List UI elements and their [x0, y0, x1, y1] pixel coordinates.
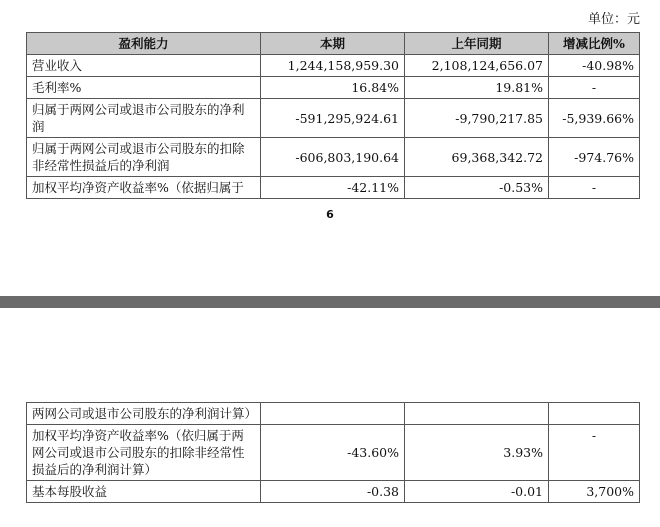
header-change-percent: 增减比例%	[549, 33, 640, 55]
table-row	[27, 138, 640, 177]
row-label: 基本每股收益	[27, 481, 261, 503]
table-row	[27, 425, 640, 481]
change-value: -	[549, 77, 640, 99]
table-row	[27, 99, 640, 138]
header-current-period: 本期	[261, 33, 405, 55]
row-label: 加权平均净资产收益率%（依归属于两网公司或退市公司股东的扣除非经常性损益后的净利润计算）	[27, 425, 261, 481]
row-label: 两网公司或退市公司股东的净利润计算）	[27, 403, 261, 425]
current-value: -43.60%	[261, 425, 405, 481]
prior-value: 2,108,124,656.07	[405, 55, 549, 77]
change-value: -	[549, 425, 640, 481]
row-label: 毛利率%	[27, 77, 261, 99]
current-value	[261, 403, 405, 425]
table-row	[27, 403, 640, 425]
unit-label: 单位：元	[587, 12, 640, 27]
table-row	[27, 177, 640, 199]
current-value: 1,244,158,959.30	[261, 55, 405, 77]
row-label: 归属于两网公司或退市公司股东的净利润	[27, 99, 261, 138]
current-value: 16.84%	[261, 77, 405, 99]
table-row	[27, 55, 640, 77]
profitability-table-continued	[26, 402, 640, 503]
row-label: 归属于两网公司或退市公司股东的扣除非经常性损益后的净利润	[27, 138, 261, 177]
prior-value: -9,790,217.85	[405, 99, 549, 138]
prior-value: 69,368,342.72	[405, 138, 549, 177]
row-label: 加权平均净资产收益率%（依据归属于	[27, 177, 261, 199]
table-header-row	[27, 33, 640, 55]
change-value: -40.98%	[549, 55, 640, 77]
table-row	[27, 77, 640, 99]
table-row	[27, 481, 640, 503]
header-profitability: 盈利能力	[27, 33, 261, 55]
prior-value: 3.93%	[405, 425, 549, 481]
row-label: 营业收入	[27, 55, 261, 77]
prior-value: -0.01	[405, 481, 549, 503]
current-value: -606,803,190.64	[261, 138, 405, 177]
header-prior-period: 上年同期	[405, 33, 549, 55]
change-value: -	[549, 177, 640, 199]
prior-value	[405, 403, 549, 425]
page-number: 6	[326, 208, 334, 221]
page-separator	[0, 296, 660, 308]
prior-value: 19.81%	[405, 77, 549, 99]
profitability-table	[26, 32, 640, 199]
change-value: -5,939.66%	[549, 99, 640, 138]
change-value	[549, 403, 640, 425]
current-value: -591,295,924.61	[261, 99, 405, 138]
change-value: -974.76%	[549, 138, 640, 177]
change-value: 3,700%	[549, 481, 640, 503]
current-value: -0.38	[261, 481, 405, 503]
prior-value: -0.53%	[405, 177, 549, 199]
current-value: -42.11%	[261, 177, 405, 199]
